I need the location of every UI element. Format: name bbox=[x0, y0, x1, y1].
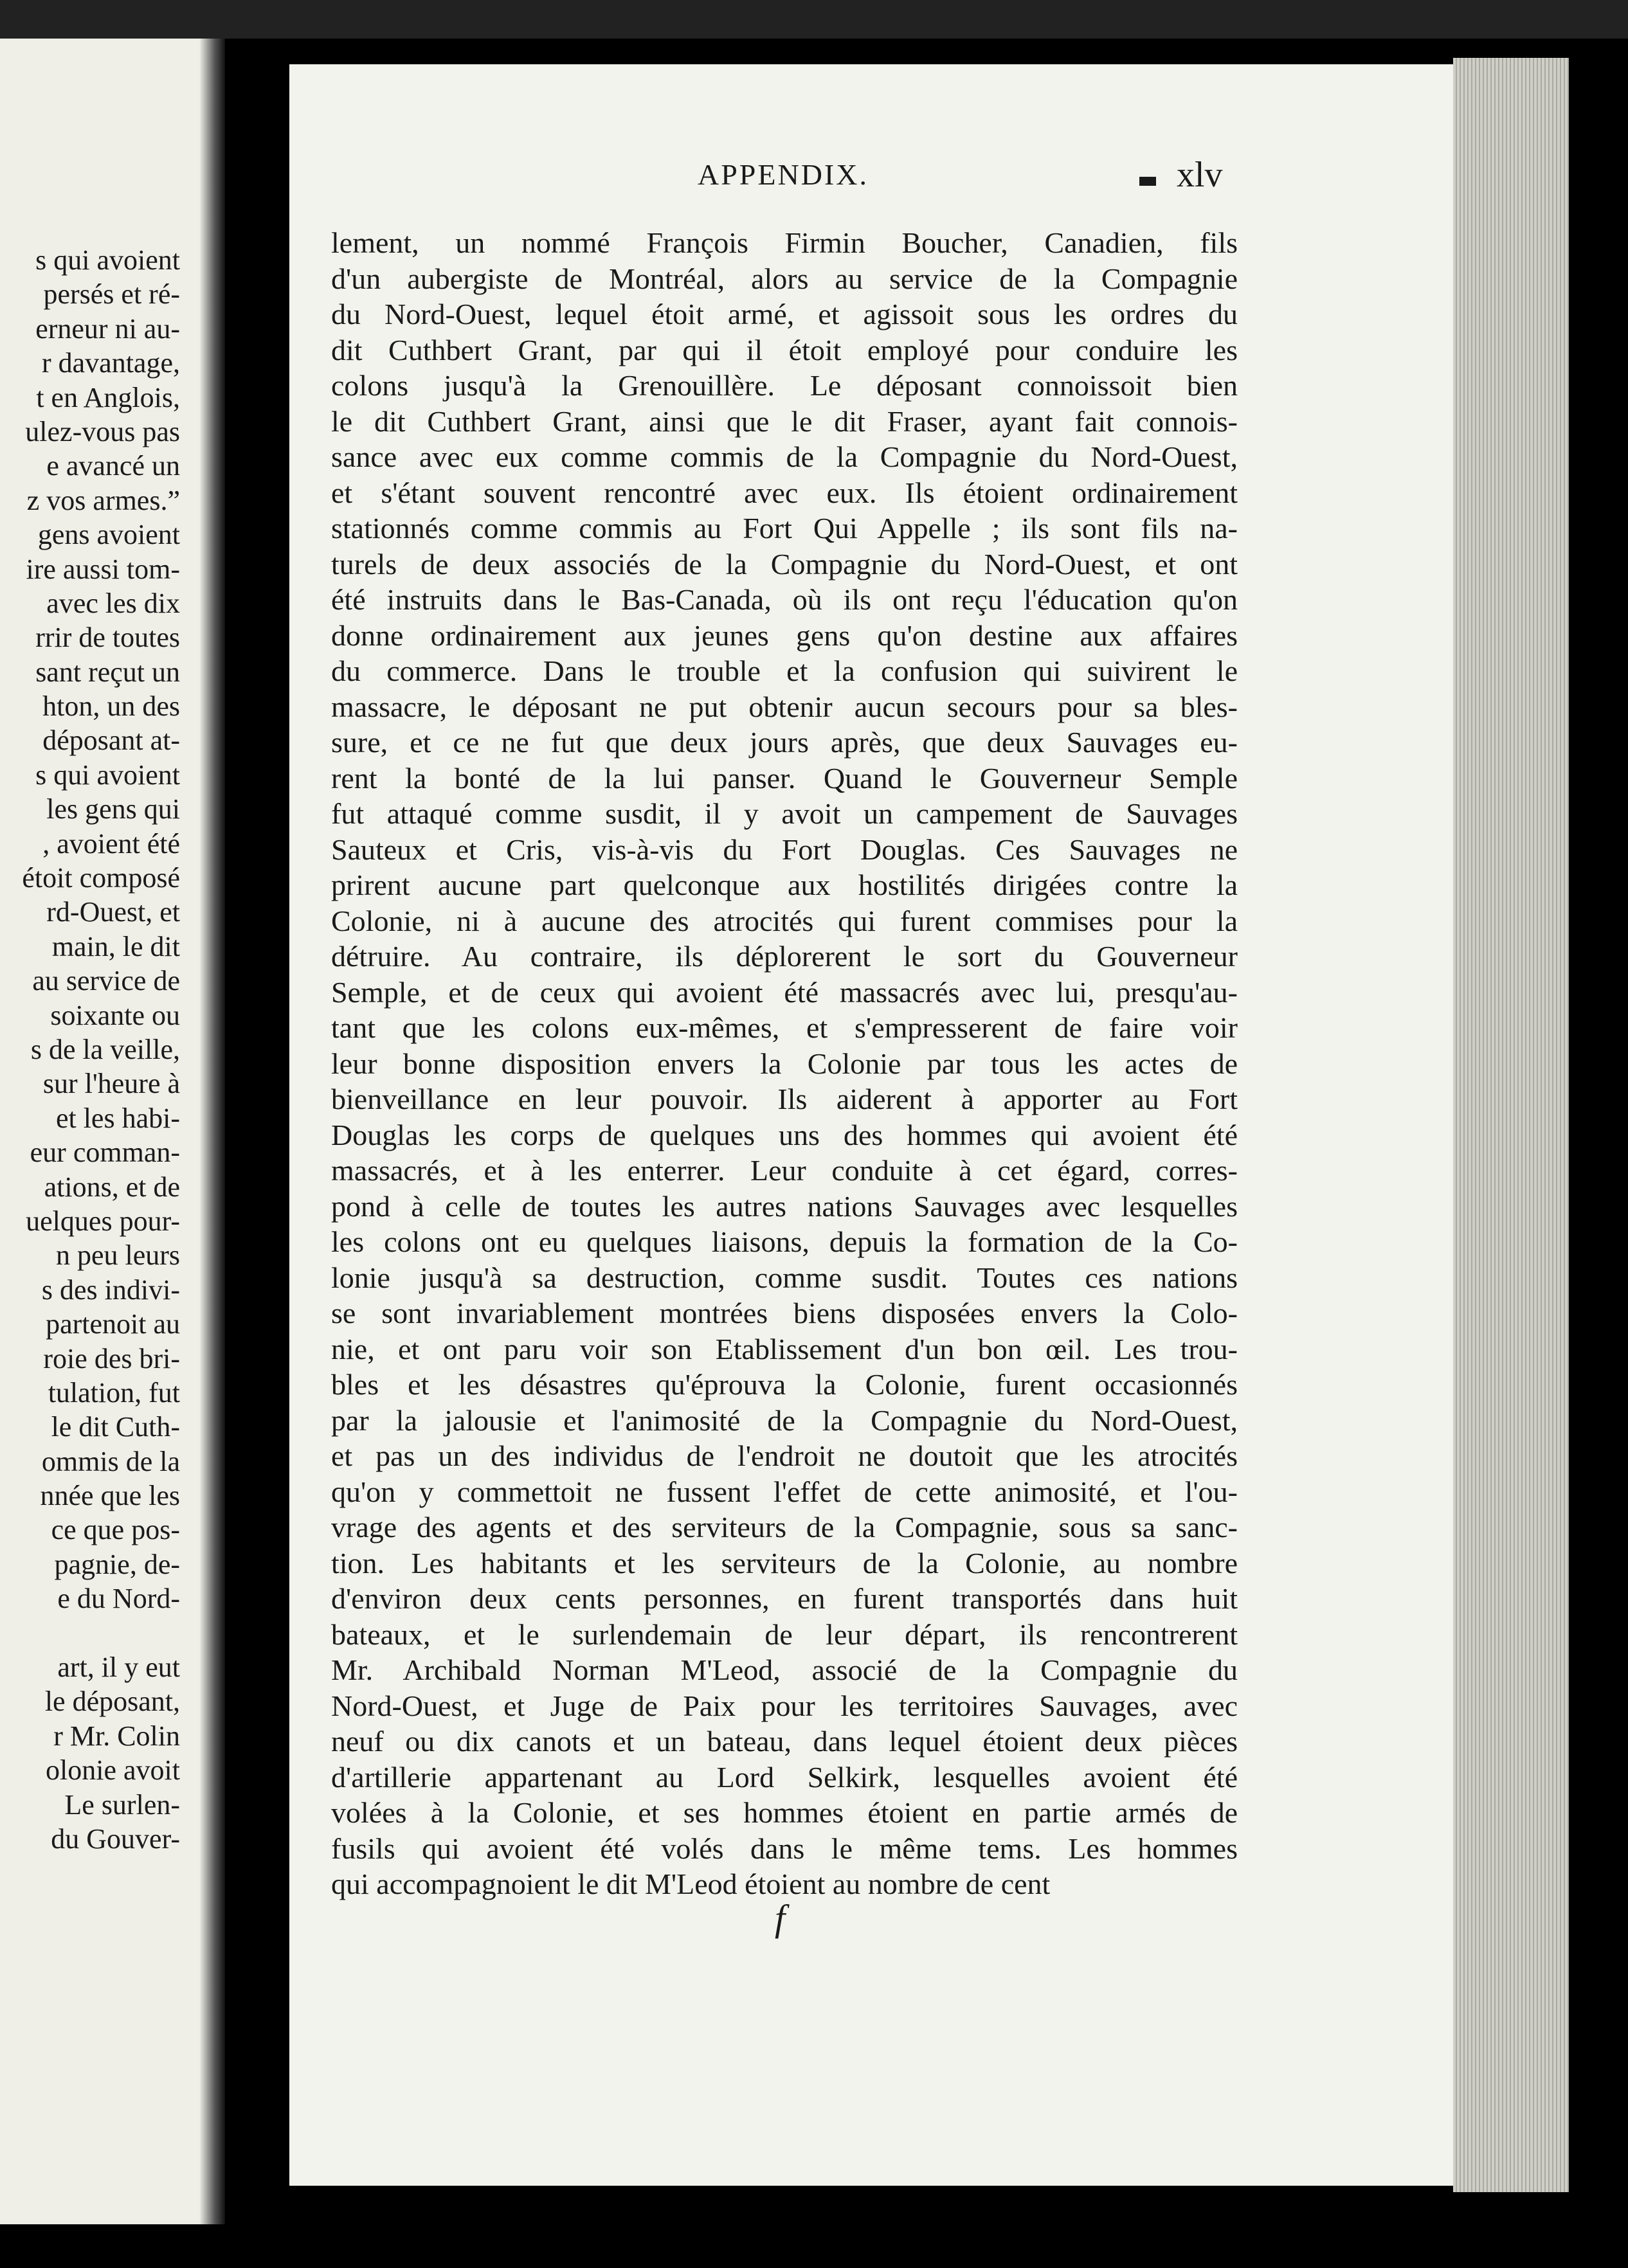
left-text-line: partenoit au bbox=[46, 1308, 180, 1340]
left-text-line: ations, et de bbox=[44, 1171, 180, 1203]
text-line: nie, et ont paru voir son Etablissement d'un bon œil. Les trou- bbox=[331, 1332, 1238, 1365]
text-line: qu'on y commettoit ne fussent l'effet de cette animosité, et l'ou- bbox=[331, 1475, 1238, 1508]
text-line: d'artillerie appartenant au Lord Selkirk, lesquelles avoient été bbox=[331, 1760, 1238, 1794]
left-text-line: e avancé un bbox=[46, 450, 180, 482]
text-line: bienveillance en leur pouvoir. Ils aiderent à apporter au Fort bbox=[331, 1083, 1238, 1115]
text-line: été instruits dans le Bas-Canada, où ils ont reçu l'éducation qu'on bbox=[331, 583, 1238, 616]
left-text-line: pagnie, de- bbox=[54, 1548, 180, 1580]
text-line: bles et les désastres qu'éprouva la Colonie, furent occasionnés bbox=[331, 1368, 1238, 1401]
gutter-shadow bbox=[199, 39, 225, 2224]
left-text-line: nnée que les bbox=[40, 1480, 180, 1512]
text-line: Sauteux et Cris, vis-à-vis du Fort Douglas. Ces Sauvages ne bbox=[331, 833, 1238, 866]
text-line: tion. Les habitants et les serviteurs de la Colonie, au nombre bbox=[331, 1546, 1238, 1580]
left-text-line: ce que pos- bbox=[51, 1514, 180, 1546]
left-text-line: s qui avoient bbox=[35, 759, 180, 791]
text-line: qui accompagnoient le dit M'Leod étoient au nombre de cent bbox=[331, 1868, 1051, 1900]
text-line: et pas un des individus de l'endroit ne doutoit que les atrocités bbox=[331, 1439, 1238, 1472]
text-line: pond à celle de toutes les autres nations Sauvages avec lesquelles bbox=[331, 1189, 1238, 1223]
left-text-line: r Mr. Colin bbox=[53, 1720, 180, 1752]
left-text-line: rd-Ouest, et bbox=[46, 896, 180, 928]
left-text-line: soixante ou bbox=[50, 999, 180, 1031]
left-text-line: le déposant, bbox=[44, 1686, 180, 1718]
text-line: vrage des agents et des serviteurs de la Compagnie, sous sa sanc- bbox=[331, 1511, 1238, 1544]
left-text-line: le dit Cuth- bbox=[51, 1411, 180, 1443]
page-number: xlv bbox=[1177, 155, 1223, 195]
text-line: rent la bonté de la lui panser. Quand le Gouverneur Semple bbox=[331, 761, 1238, 795]
text-line: Douglas les corps de quelques uns des hommes qui avoient été bbox=[331, 1118, 1238, 1151]
left-text-line: et les habi- bbox=[55, 1102, 180, 1134]
text-line: détruire. Au contraire, ils déplorerent le sort du Gouverneur bbox=[331, 940, 1238, 973]
left-text-line: tulation, fut bbox=[48, 1376, 180, 1408]
left-text-line: au service de bbox=[32, 965, 180, 997]
text-line: Semple, et de ceux qui avoient été massacrés avec lui, presqu'au- bbox=[331, 975, 1238, 1009]
text-line: Colonie, ni à aucune des atrocités qui furent commises pour la bbox=[331, 904, 1238, 937]
text-line: lonie jusqu'à sa destruction, comme susdit. Toutes ces nations bbox=[331, 1261, 1238, 1294]
text-line: fut attaqué comme susdit, il y avoit un campement de Sauvages bbox=[331, 797, 1238, 830]
left-text-line: hton, un des bbox=[42, 690, 180, 723]
left-text-line: les gens qui bbox=[46, 793, 180, 825]
text-line: le dit Cuthbert Grant, ainsi que le dit Fraser, ayant fait connois- bbox=[331, 404, 1238, 438]
page-edges bbox=[1453, 58, 1569, 2192]
left-text-line: main, le dit bbox=[51, 930, 180, 962]
left-page-text bbox=[0, 243, 180, 1856]
left-text-line bbox=[0, 1616, 180, 1650]
text-line: les colons ont eu quelques liaisons, depuis la formation de la Co- bbox=[331, 1225, 1238, 1258]
left-text-line: ire aussi tom- bbox=[26, 553, 180, 585]
text-line: stationnés comme commis au Fort Qui Appelle ; ils sont fils na- bbox=[331, 512, 1238, 544]
text-line: sure, et ce ne fut que deux jours après, que deux Sauvages eu- bbox=[331, 726, 1238, 759]
left-text-line: gens avoient bbox=[37, 519, 180, 551]
text-line: massacrés, et à les enterrer. Leur conduite à cet égard, corres- bbox=[331, 1154, 1238, 1187]
left-text-line: olonie avoit bbox=[46, 1754, 180, 1787]
left-text-line: s des indivi- bbox=[41, 1274, 180, 1306]
left-text-line: uelques pour- bbox=[26, 1205, 180, 1237]
text-line: d'environ deux cents personnes, en furent transportés dans huit bbox=[331, 1582, 1238, 1615]
left-text-line: déposant at- bbox=[42, 724, 180, 757]
text-line: volées à la Colonie, et ses hommes étoient en partie armés de bbox=[331, 1796, 1238, 1829]
left-text-line: étoit composé bbox=[22, 862, 180, 894]
text-line: tant que les colons eux-mêmes, et s'empresserent de faire voir bbox=[331, 1011, 1238, 1044]
left-text-line: s qui avoient bbox=[35, 244, 180, 276]
left-text-line: persés et ré- bbox=[43, 278, 180, 310]
text-line: Nord-Ouest, et Juge de Paix pour les territoires Sauvages, avec bbox=[331, 1689, 1238, 1722]
text-line: se sont invariablement montrées biens disposées envers la Colo- bbox=[331, 1297, 1238, 1329]
scan-top-strip bbox=[0, 0, 1628, 39]
left-text-line: r davantage, bbox=[42, 347, 180, 379]
left-text-line: Le surlen- bbox=[64, 1788, 180, 1821]
text-line: fusils qui avoient été volés dans le même tems. Les hommes bbox=[331, 1832, 1238, 1865]
left-text-line: avec les dix bbox=[46, 587, 180, 619]
text-line: Mr. Archibald Norman M'Leod, associé de la Compagnie du bbox=[331, 1653, 1238, 1686]
ink-mark bbox=[1139, 177, 1156, 186]
left-text-line: erneur ni au- bbox=[35, 312, 180, 345]
text-line: d'un aubergiste de Montréal, alors au service de la Compagnie bbox=[331, 262, 1238, 295]
text-line: leur bonne disposition envers la Colonie par tous les actes de bbox=[331, 1047, 1238, 1080]
text-line: et s'étant souvent rencontré avec eux. Ils étoient ordinairement bbox=[331, 476, 1238, 509]
text-line: sance avec eux comme commis de la Compagnie du Nord-Ouest, bbox=[331, 440, 1238, 473]
left-text-line: t en Anglois, bbox=[36, 381, 180, 413]
left-text-line: s de la veille, bbox=[30, 1033, 180, 1065]
left-text-line: ulez-vous pas bbox=[25, 415, 180, 447]
left-text-line: eur comman- bbox=[30, 1137, 180, 1169]
text-line: du commerce. Dans le trouble et la confusion qui suivirent le bbox=[331, 654, 1238, 687]
left-text-line: , avoient été bbox=[42, 827, 180, 860]
left-text-line: ommis de la bbox=[41, 1445, 180, 1477]
left-page bbox=[0, 39, 225, 2224]
running-head: APPENDIX. bbox=[698, 158, 869, 191]
text-line: neuf ou dix canots et un bateau, dans lequel étoient deux pièces bbox=[331, 1725, 1238, 1758]
text-line: colons jusqu'à la Grenouillère. Le déposant connoissoit bien bbox=[331, 369, 1238, 402]
left-text-line: sur l'heure à bbox=[42, 1068, 180, 1100]
text-line: par la jalousie et l'animosité de la Compagnie du Nord-Ouest, bbox=[331, 1403, 1238, 1437]
text-line: dit Cuthbert Grant, par qui il étoit employé pour conduire les bbox=[331, 333, 1238, 366]
left-text-line: du Gouver- bbox=[51, 1823, 180, 1855]
body-text bbox=[331, 225, 1238, 1902]
left-text-line: sant reçut un bbox=[35, 656, 180, 688]
text-line: massacre, le déposant ne put obtenir aucun secours pour sa bles- bbox=[331, 690, 1238, 723]
left-text-line: art, il y eut bbox=[57, 1652, 180, 1684]
text-line: prirent aucune part quelconque aux hostilités dirigées contre la bbox=[331, 869, 1238, 901]
left-text-line: e du Nord- bbox=[57, 1583, 180, 1615]
left-text-line: roie des bri- bbox=[43, 1342, 180, 1374]
text-line: donne ordinairement aux jeunes gens qu'on destine aux affaires bbox=[331, 618, 1238, 652]
left-text-line: n peu leurs bbox=[55, 1239, 180, 1272]
left-text-line: z vos armes.” bbox=[26, 484, 180, 516]
text-line: lement, un nommé François Firmin Boucher, Canadien, fils bbox=[331, 226, 1238, 259]
text-line: du Nord-Ouest, lequel étoit armé, et agissoit sous les ordres du bbox=[331, 298, 1238, 330]
text-line: bateaux, et le surlendemain de leur départ, ils rencontrerent bbox=[331, 1617, 1238, 1651]
text-line: turels de deux associés de la Compagnie du Nord-Ouest, et ont bbox=[331, 547, 1238, 580]
signature-mark: f bbox=[775, 1897, 786, 1939]
left-text-line: rrir de toutes bbox=[35, 622, 180, 654]
